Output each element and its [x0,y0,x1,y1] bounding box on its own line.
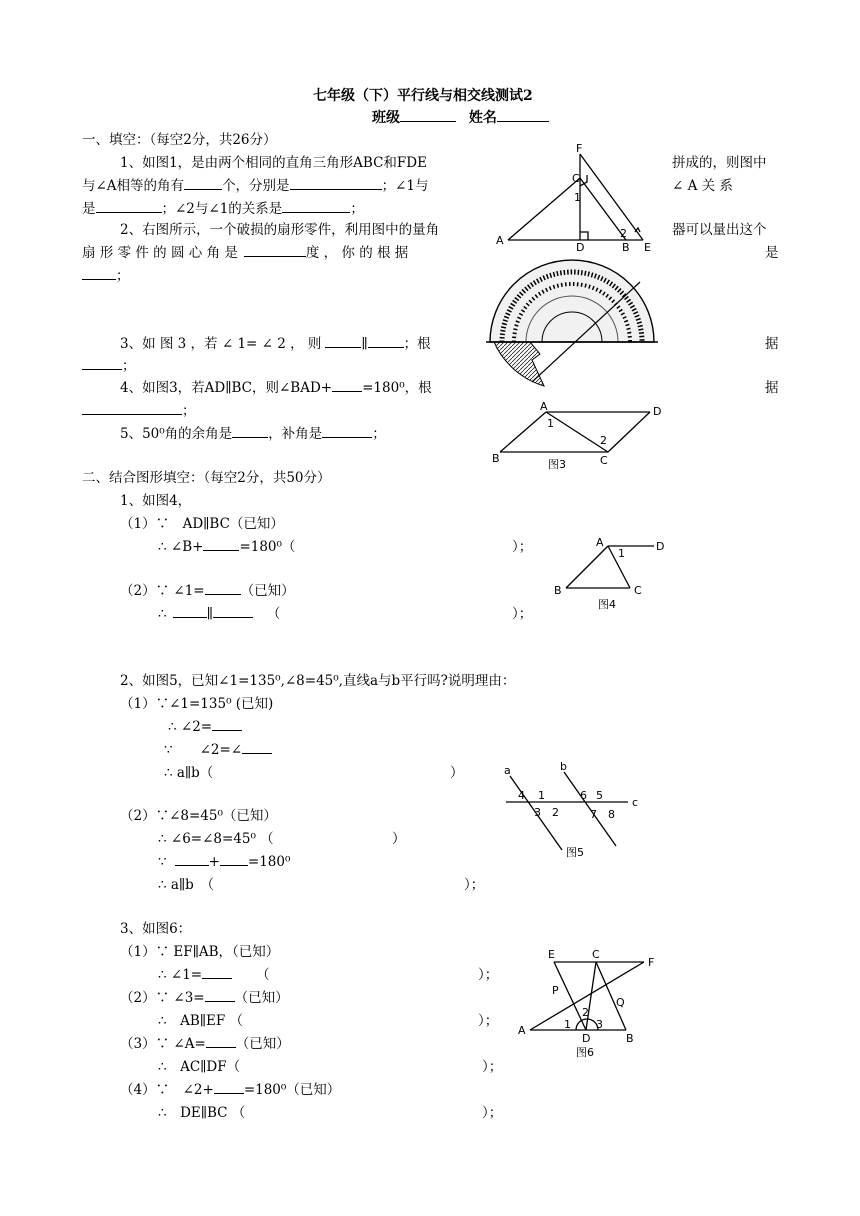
text: =180⁰ [247,854,291,870]
line-fe [580,154,643,240]
s2q2-p2d: ∴ a∥b （ [158,877,215,893]
text: ∴ ∠2= [168,719,213,735]
text: （已知） [240,583,295,599]
s2q3-p3b: ∴ AC∥DF（ [158,1059,241,1075]
text: （已知） [235,1036,290,1052]
s2q2-p1c [164,742,272,758]
s2q2-p1a: （1）∵∠1=135⁰ (已知) [120,696,274,712]
s2q2-p1d-end: ） [450,765,464,781]
text: + [208,854,220,870]
s2q1-blank2[interactable] [205,594,241,595]
s2q3-p4a [120,1082,340,1098]
figure-5-caption: 图5 [566,846,584,859]
s2q2-blank2[interactable] [242,753,272,754]
line-dc [608,412,650,452]
name-blank[interactable] [497,121,549,122]
s2q3-p1a: （1）∵ EF∥AB，（已知） [120,944,280,960]
label-p: P [552,984,559,997]
text: ，补角是 [268,426,323,442]
q1-blank4[interactable] [282,212,350,213]
s2q3-p2b: ∴ AB∥EF （ [158,1013,244,1029]
label-b: b [560,760,567,773]
broken-sector-icon [494,342,544,386]
s2q2-blank1[interactable] [212,730,242,731]
s2q3-blank1[interactable] [202,978,232,979]
text: 扇 形 零 件 的 圆 心 角 是 [82,245,238,261]
text: 3、如 图 3 ，若 ∠ 1= ∠ 2 ， 则 [120,336,322,352]
label-e: E [644,241,651,252]
q1-blank3[interactable] [96,212,162,213]
label-3: 3 [596,1018,603,1031]
label-a: a [504,764,511,777]
label-c: C [600,454,608,467]
class-name-line [372,110,549,127]
label-a: A [540,400,548,413]
figure-3 [490,400,670,474]
s2q2-p2b: ∴ ∠6=∠8=45⁰ （ [158,831,274,847]
page-title: 七年级（下）平行线与相交线测试2 [313,88,533,104]
q3-line1-end: 据 [765,336,779,352]
line-ab [566,546,608,588]
s2q2-p2b-end: ） [392,831,406,847]
q4-blank2[interactable] [82,414,182,415]
s2q2-p2a: （2）∵∠8=45⁰（已知） [120,808,277,824]
text: 4、如图3，若AD∥BC，则∠BAD+ [120,380,333,396]
s2q1-p2b-end: ）； [512,606,533,622]
s2q3-p1b-end: ）； [478,967,499,983]
s2q2-p2d-end: ）； [464,877,485,893]
label-2: 2 [620,227,627,240]
label-b: B [554,584,562,597]
label-1: 1 [574,191,581,204]
s2q1-blank1[interactable] [203,550,239,551]
text: ；根 [403,336,431,352]
right-angle-d [580,232,588,240]
text: 5、50⁰角的余角是 [120,426,233,442]
label-q: Q [616,996,625,1009]
figure-2-protractor [484,258,660,396]
q2-blank2[interactable] [82,279,116,280]
s2q3-blank4[interactable] [214,1093,244,1094]
label-a: A [596,536,604,549]
text: =180⁰（已知） [243,1082,341,1098]
s2q1-title: 1、如图4， [120,493,192,509]
label-b: B [492,452,500,465]
line-ac [508,178,580,240]
text: 个，分别是 [222,178,290,194]
s2q2-p2c [158,854,290,870]
class-label: 班级 [372,110,400,126]
text: ∴ ∠B+ [158,539,204,555]
name-label: 姓名 [468,110,497,126]
label-5: 5 [596,789,603,802]
text: ； [122,358,136,374]
q4-line1 [120,380,432,396]
text: ； [372,426,386,442]
text: 与∠A相等的角有 [82,178,185,194]
q2-blank1[interactable] [244,256,306,257]
s2q2-p1b [168,719,242,735]
figure-3-caption: 图3 [548,458,566,471]
text: ∴ [158,606,167,622]
label-d: D [582,1032,591,1045]
q2-line1-end: 器可以量出这个 [672,222,767,238]
label-c: C [634,584,642,597]
s2q2-blank4[interactable] [220,865,248,866]
q5-line [120,426,386,442]
label-f: F [576,142,583,155]
label-2: 2 [600,434,607,447]
label-1: 1 [547,417,554,430]
label-1: 1 [564,1018,571,1031]
q1-line3 [82,201,364,217]
q4-line1-end: 据 [765,380,779,396]
section1-heading: 一、填空：（每空2分，共26分） [82,132,277,148]
figure-4 [550,532,680,614]
label-a: A [496,234,504,247]
label-1: 1 [618,547,625,560]
s2q3-p3b-end: ）； [482,1059,503,1075]
label-d: D [656,540,665,553]
q3-blank3[interactable] [82,369,122,370]
q1-blank2[interactable] [290,189,382,190]
label-b: B [622,241,630,252]
text: （ [266,606,281,622]
text: ； [182,403,196,419]
label-c: C [592,948,600,961]
text: （2）∵ ∠3= [120,990,205,1006]
s2q3-blank2[interactable] [205,1001,235,1002]
s2q2-title: 2、如图5，已知∠1=135⁰,∠8=45⁰,直线a与b平行吗?说明理由： [120,673,516,689]
q3-line2 [82,358,136,374]
line-ac [546,412,608,452]
label-d: D [576,241,585,252]
q2-line2-end: 是 [765,245,779,261]
text: ∥ [361,336,368,352]
text: =180⁰（ [239,539,296,555]
label-3: 3 [534,806,541,819]
class-blank[interactable] [400,121,456,122]
label-a: A [518,1024,526,1037]
s2q3-p3a [120,1036,290,1052]
s2q1-blank4[interactable] [213,617,253,618]
label-2: 2 [582,1006,589,1019]
text: （已知） [234,990,289,1006]
q2-line2 [82,245,408,261]
q4-blank1[interactable] [332,391,362,392]
s2q1-p1b-end: ）； [512,539,533,555]
s2q3-p2b-end: ）； [478,1013,499,1029]
label-4: 4 [518,789,525,802]
text: ； [116,268,130,284]
s2q2-p1d: ∴ a∥b（ [164,765,214,781]
s2q1-p1b [158,539,295,555]
text: ∵ ∠2=∠ [164,742,243,758]
s2q3-p1b [158,967,270,983]
section2-heading: 二、结合图形填空：（每空2分，共50分） [82,470,331,486]
s2q1-p1a: （1）∵ AD∥BC（已知） [120,516,284,532]
s2q3-blank3[interactable] [206,1047,236,1048]
label-8: 8 [608,808,615,821]
q3-line1 [120,336,431,352]
q2-line1: 2、右图所示，一个破损的扇形零件，利用图中的量角 [120,222,440,238]
label-7: 7 [590,808,597,821]
q5-blank2[interactable] [322,437,372,438]
line-ab [500,412,546,452]
label-1: 1 [538,789,545,802]
text: ；∠1与 [381,178,429,194]
q1-line2 [82,178,428,194]
q2-line3 [82,268,130,284]
s2q3-title: 3、如图6： [120,921,192,937]
text: ∥ [206,606,213,622]
label-6: 6 [580,789,587,802]
text: ∴ ∠1= [158,967,203,983]
q3-blank1[interactable] [325,347,361,348]
text: （ [256,967,270,983]
label-c: C [572,172,580,185]
s2q1-p2b [158,606,280,622]
figure-1 [488,140,668,252]
s2q1-blank3[interactable] [173,617,207,618]
s2q3-p4b: ∴ DE∥BC （ [158,1105,246,1121]
text: 度 ， 你 的 根 据 [305,245,409,261]
label-c: c [632,796,639,809]
text: ； [350,201,364,217]
q1-line2-end: ∠ A 关 系 [672,178,733,194]
s2q2-blank3[interactable] [175,865,209,866]
text: ∵ [158,854,167,870]
text: =180⁰，根 [362,380,432,396]
text: （4）∵ ∠2+ [120,1082,214,1098]
s2q1-p2a [120,583,295,599]
q1-line1: 1、如图1，是由两个相同的直角三角形ABC和FDE [120,155,427,171]
figure-5 [498,760,648,864]
q3-blank2[interactable] [368,347,404,348]
text: 是 [82,201,96,217]
text: （3）∵ ∠A= [120,1036,206,1052]
s2q3-p4b-end: ）； [482,1105,503,1121]
s2q3-p2a [120,990,289,1006]
figure-6 [514,944,664,1062]
q4-line2 [82,403,196,419]
q1-blank1[interactable] [184,189,222,190]
label-f: F [648,956,655,969]
label-e: E [548,948,555,961]
label-2: 2 [552,806,559,819]
text: ；∠2与∠1的关系是 [161,201,283,217]
q1-line1-end: 拼成的，则图中 [672,155,767,171]
label-b: B [626,1032,634,1045]
figure-4-caption: 图4 [598,598,616,611]
q5-blank1[interactable] [232,437,268,438]
figure-6-caption: 图6 [576,1046,594,1059]
text: （2）∵ ∠1= [120,583,205,599]
label-d: D [653,405,662,418]
